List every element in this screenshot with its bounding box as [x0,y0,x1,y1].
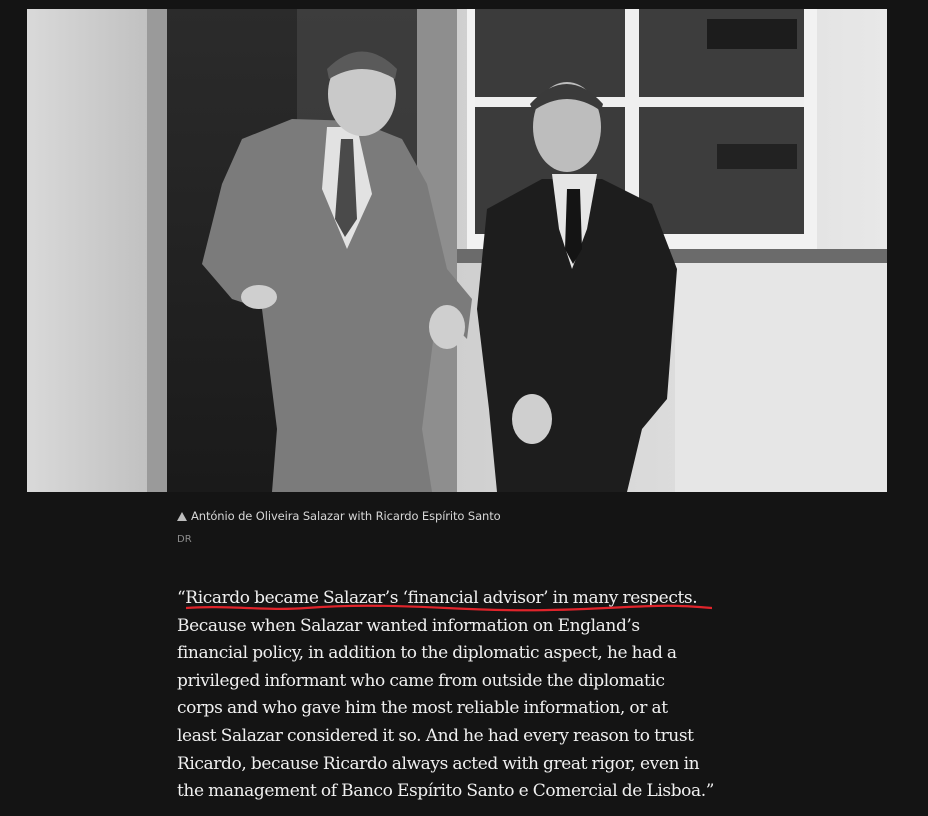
quote-line-7: Ricardo, because Ricardo always acted with great rigor, even in [177,753,700,774]
highlighted-sentence: “Ricardo became Salazar’s ‘financial advisor’ in many respects. [177,588,698,608]
article-photo [27,9,887,492]
quote-line-6: least Salazar considered it so. And he had every reason to trust [177,725,694,746]
quote-line-1 [177,585,737,613]
caption-text: António de Oliveira Salazar with Ricardo Espírito Santo [191,509,501,523]
quote-line-5: corps and who gave him the most reliable information, or at [177,698,668,719]
photo-caption [177,509,501,523]
quote-line-4: privileged informant who came from outside the diplomatic [177,670,665,691]
quote-line-3: financial policy, in addition to the diplomatic aspect, he had a [177,643,677,664]
quote-line-2: Because when Salazar wanted information on England’s [177,615,640,636]
photo-illustration [27,9,887,492]
quote-paragraph [177,585,737,806]
caption-triangle-icon [177,512,187,521]
photo-credit: DR [177,534,192,545]
quote-line-8: the management of Banco Espírito Santo e Comercial de Lisboa.” [177,781,715,802]
